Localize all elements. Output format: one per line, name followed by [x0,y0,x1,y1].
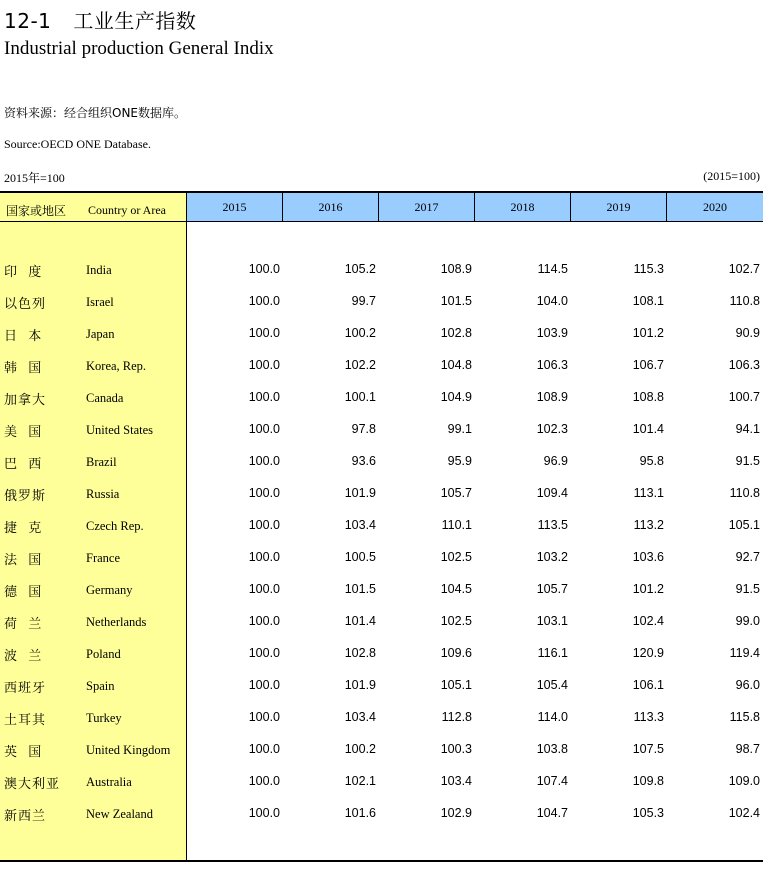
index-value-cell: 103.9 [536,326,568,340]
index-value-cell: 102.1 [344,774,376,788]
country-name-english: Turkey [86,711,122,725]
header-year: 2016 [283,193,379,221]
index-value-cell: 99.1 [447,422,472,436]
country-name-english: United States [86,423,154,437]
country-name-chinese: 英 国 [4,745,43,760]
source-note-chinese: 资料来源：经合组织ONE数据库。 [4,106,187,120]
country-name-chinese: 西班牙 [4,681,47,696]
index-value-cell: 100.0 [248,518,280,532]
index-value-cell: 91.5 [735,582,760,596]
index-value-cell: 103.4 [344,518,376,532]
table-row [0,549,763,569]
country-name-english: Australia [86,775,132,789]
country-name-english: Russia [86,487,120,501]
index-value-cell: 97.8 [351,422,376,436]
table-row [0,677,763,697]
index-value-cell: 113.2 [633,518,664,532]
index-value-cell: 102.3 [536,422,568,436]
index-value-cell: 110.1 [441,518,472,532]
index-value-cell: 107.4 [536,774,568,788]
index-value-cell: 100.0 [248,614,280,628]
country-name-english: Canada [86,391,124,405]
country-name-chinese: 韩 国 [4,361,43,376]
index-value-cell: 108.8 [632,390,664,404]
index-value-cell: 108.9 [536,390,568,404]
index-value-cell: 116.1 [537,646,568,660]
country-name-english: United Kingdom [86,743,171,757]
index-value-cell: 102.5 [440,550,472,564]
index-value-cell: 102.2 [344,358,376,372]
index-value-cell: 100.3 [440,742,472,756]
country-name-chinese: 澳大利亚 [4,777,61,792]
table-row [0,325,763,345]
index-value-cell: 101.2 [632,326,664,340]
index-value-cell: 101.5 [440,294,472,308]
header-divider [0,221,187,222]
index-value-cell: 102.8 [344,646,376,660]
index-value-cell: 100.0 [248,358,280,372]
index-value-cell: 109.6 [440,646,472,660]
index-value-cell: 108.9 [440,262,472,276]
index-value-cell: 105.1 [440,678,472,692]
page-title-english: Industrial production General Indix [4,38,274,59]
index-value-cell: 114.5 [537,262,568,276]
page-title-chinese [4,5,196,34]
header-year: 2020 [703,200,727,214]
index-value-cell: 102.9 [440,806,472,820]
country-name-chinese: 日 本 [4,329,43,344]
index-value-cell: 100.5 [344,550,376,564]
country-name-english: Spain [86,679,115,693]
country-name-english: Netherlands [86,615,147,629]
index-value-cell: 100.0 [248,646,280,660]
index-value-cell: 99.0 [735,614,760,628]
index-value-cell: 106.1 [632,678,664,692]
base-year-note-left: 2015年=100 [4,171,65,185]
index-value-cell: 95.8 [639,454,664,468]
index-value-cell: 94.1 [735,422,760,436]
index-value-cell: 107.5 [632,742,664,756]
header-country-english: Country or Area [88,203,166,217]
index-value-cell: 100.0 [248,390,280,404]
country-name-chinese: 德 国 [4,585,43,600]
index-value-cell: 100.0 [248,326,280,340]
table-row [0,453,763,473]
country-name-english: Korea, Rep. [86,359,147,373]
index-value-cell: 109.0 [728,774,760,788]
index-value-cell: 101.9 [344,678,376,692]
index-value-cell: 98.7 [735,742,760,756]
index-value-cell: 100.0 [248,582,280,596]
data-table [0,191,763,862]
table-row [0,613,763,633]
source-note-english: Source:OECD ONE Database. [4,137,151,151]
index-value-cell: 103.8 [536,742,568,756]
index-value-cell: 102.4 [728,806,760,820]
country-name-chinese: 波 兰 [4,649,43,664]
index-value-cell: 105.7 [440,486,472,500]
country-name-chinese: 美 国 [4,425,43,440]
index-value-cell: 103.4 [344,710,376,724]
index-value-cell: 106.3 [728,358,760,372]
index-value-cell: 105.2 [344,262,376,276]
index-value-cell: 104.8 [440,358,472,372]
index-value-cell: 100.0 [248,742,280,756]
table-row [0,421,763,441]
index-value-cell: 96.9 [543,454,568,468]
index-value-cell: 109.8 [632,774,664,788]
index-value-cell: 100.0 [248,294,280,308]
country-name-english: Israel [86,295,114,309]
table-row [0,741,763,761]
title-chinese-text: 工业生产指数 [73,9,197,33]
index-value-cell: 102.8 [440,326,472,340]
index-value-cell: 100.0 [248,486,280,500]
index-value-cell: 100.0 [248,678,280,692]
index-value-cell: 95.9 [447,454,472,468]
table-row [0,293,763,313]
table-row [0,389,763,409]
country-name-english: Czech Rep. [86,519,144,533]
index-value-cell: 105.4 [536,678,568,692]
index-value-cell: 115.8 [729,710,760,724]
index-value-cell: 113.1 [633,486,664,500]
index-value-cell: 108.1 [632,294,664,308]
table-row [0,581,763,601]
index-value-cell: 100.2 [344,742,376,756]
index-value-cell: 100.0 [248,454,280,468]
index-value-cell: 119.4 [729,646,760,660]
index-value-cell: 103.1 [536,614,568,628]
country-name-chinese: 捷 克 [4,521,43,536]
index-value-cell: 99.7 [351,294,376,308]
country-name-chinese: 荷 兰 [4,617,43,632]
index-value-cell: 96.0 [735,678,760,692]
header-year: 2019 [571,193,667,221]
table-row [0,773,763,793]
index-value-cell: 112.8 [441,710,472,724]
index-value-cell: 101.5 [344,582,376,596]
country-name-chinese: 新西兰 [4,809,47,824]
index-value-cell: 120.9 [632,646,664,660]
index-value-cell: 100.0 [248,774,280,788]
index-value-cell: 113.3 [633,710,664,724]
header-year: 2017 [379,193,475,221]
index-value-cell: 100.7 [728,390,760,404]
index-value-cell: 100.0 [248,806,280,820]
country-name-english: France [86,551,121,565]
index-value-cell: 106.3 [536,358,568,372]
index-value-cell: 106.7 [632,358,664,372]
index-value-cell: 105.1 [728,518,760,532]
table-row [0,485,763,505]
index-value-cell: 101.4 [344,614,376,628]
country-name-english: Japan [86,327,115,341]
table-row [0,357,763,377]
index-value-cell: 103.4 [440,774,472,788]
index-value-cell: 104.5 [440,582,472,596]
index-value-cell: 92.7 [735,550,760,564]
country-name-chinese: 加拿大 [4,393,47,408]
table-row [0,517,763,537]
index-value-cell: 115.3 [633,262,664,276]
index-value-cell: 101.6 [344,806,376,820]
year-header-row [187,193,763,222]
index-value-cell: 101.2 [632,582,664,596]
index-value-cell: 110.8 [729,486,760,500]
country-name-chinese: 印 度 [4,265,43,280]
index-value-cell: 113.5 [537,518,568,532]
index-value-cell: 105.3 [632,806,664,820]
country-name-english: Poland [86,647,121,661]
index-value-cell: 102.5 [440,614,472,628]
index-value-cell: 101.9 [344,486,376,500]
index-value-cell: 103.2 [536,550,568,564]
index-value-cell: 104.9 [440,390,472,404]
index-value-cell: 100.0 [248,422,280,436]
index-value-cell: 100.0 [248,262,280,276]
header-year: 2015 [187,193,283,221]
country-name-chinese: 法 国 [4,553,43,568]
index-value-cell: 90.9 [735,326,760,340]
index-value-cell: 103.6 [632,550,664,564]
table-row [0,805,763,825]
table-row [0,261,763,281]
country-name-english: New Zealand [86,807,153,821]
index-value-cell: 105.7 [536,582,568,596]
country-name-chinese: 土耳其 [4,713,47,728]
base-year-note-right: (2015=100) [703,169,760,183]
table-bottom-rule [0,860,763,862]
index-value-cell: 91.5 [735,454,760,468]
index-value-cell: 100.1 [344,390,376,404]
index-value-cell: 100.0 [248,550,280,564]
country-name-english: Brazil [86,455,117,469]
header-year: 2018 [475,193,571,221]
index-value-cell: 110.8 [729,294,760,308]
table-number: 12-1 [4,9,52,33]
country-name-chinese: 以色列 [4,297,47,312]
country-name-chinese: 巴 西 [4,457,43,472]
index-value-cell: 109.4 [536,486,568,500]
country-name-english: Germany [86,583,133,597]
index-value-cell: 102.7 [728,262,760,276]
index-value-cell: 104.7 [536,806,568,820]
index-value-cell: 102.4 [632,614,664,628]
index-value-cell: 100.2 [344,326,376,340]
index-value-cell: 114.0 [537,710,568,724]
table-row [0,645,763,665]
country-name-english: India [86,263,112,277]
index-value-cell: 93.6 [351,454,376,468]
index-value-cell: 101.4 [632,422,664,436]
country-name-chinese: 俄罗斯 [4,489,47,504]
header-country-chinese: 国家或地区 [6,204,67,218]
index-value-cell: 104.0 [536,294,568,308]
table-row [0,709,763,729]
index-value-cell: 100.0 [248,710,280,724]
